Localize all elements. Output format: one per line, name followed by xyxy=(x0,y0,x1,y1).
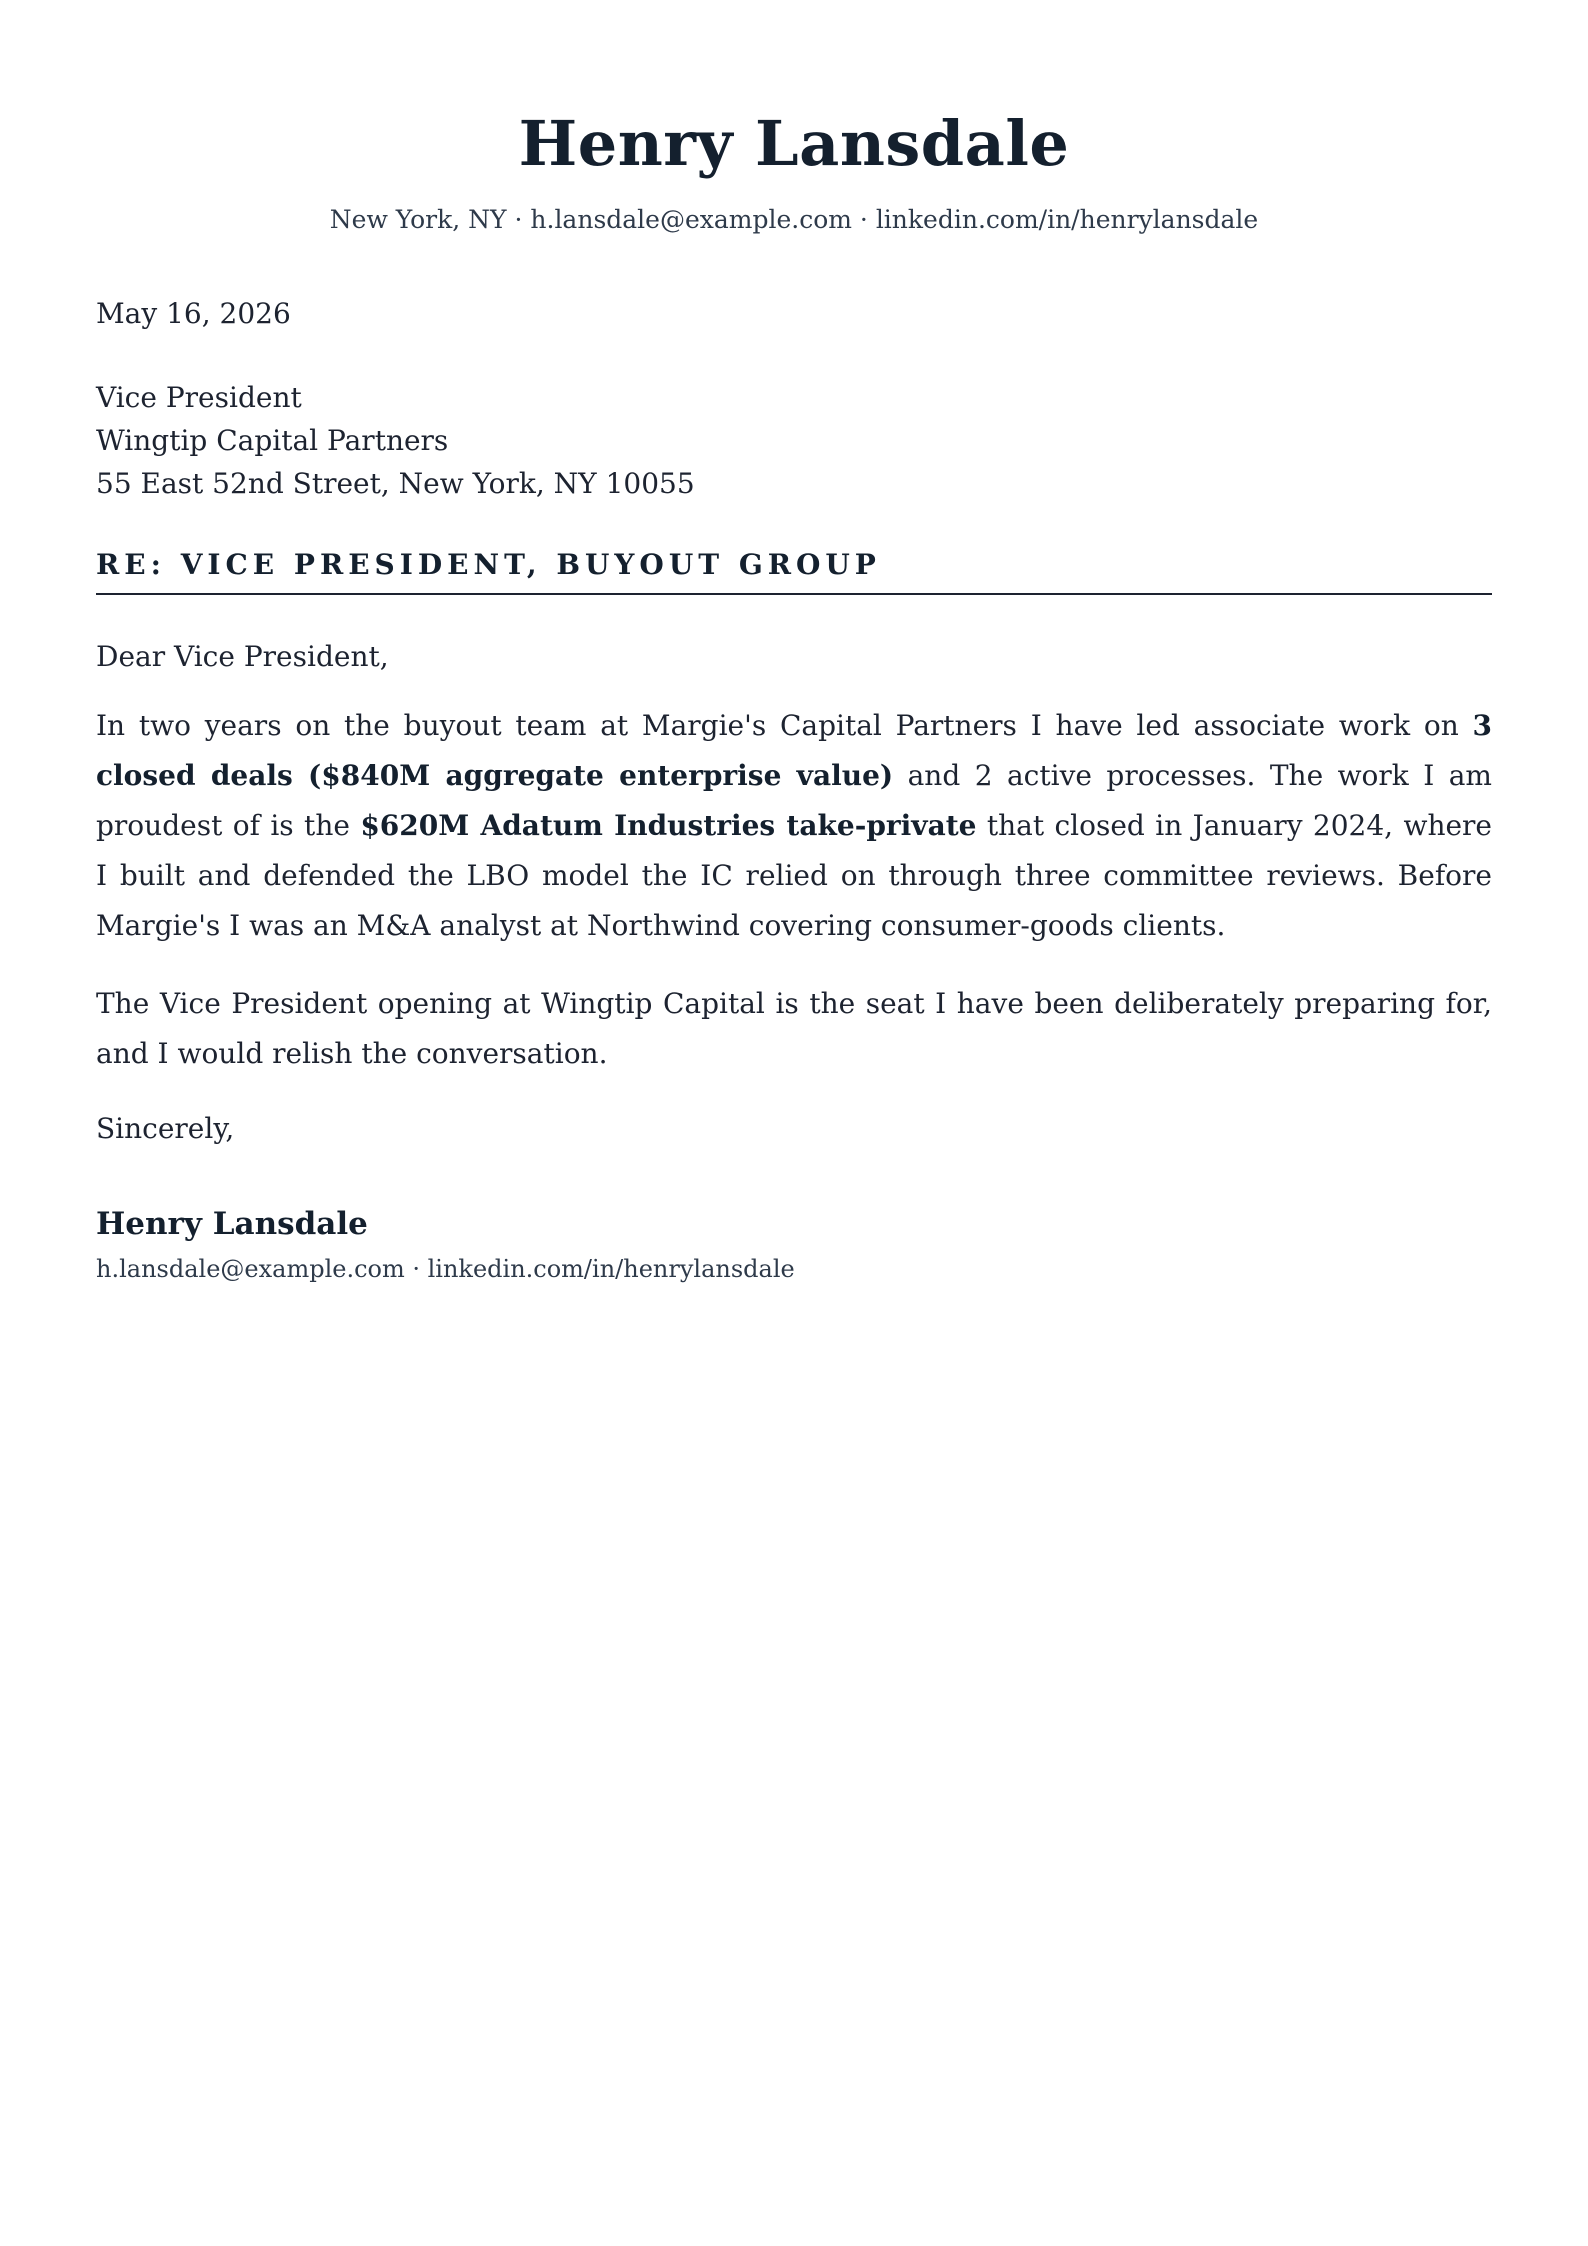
body-paragraph-1 xyxy=(96,701,1492,951)
body-text: and 2 active processes. The work I am proudest of is the xyxy=(96,759,1492,842)
highlight-closed-deals: 3 closed deals ($840M aggregate enterprise value) xyxy=(96,709,1492,792)
body-paragraph-2: The Vice President opening at Wingtip Capital is the seat I have been deliberately preparing for, and I would relish the conversation. xyxy=(96,987,1492,1070)
sender-name: Henry Lansdale xyxy=(518,107,1070,180)
closing: Sincerely, xyxy=(96,1112,235,1145)
sender-contact-line: New York, NY · h.lansdale@example.com · linkedin.com/in/henrylansdale xyxy=(329,205,1259,234)
signature-contact-line: h.lansdale@example.com · linkedin.com/in/henrylansdale xyxy=(96,1255,795,1283)
body-text: In two years on the buyout team at Margie's Capital Partners I have led associate work on xyxy=(96,709,1473,742)
salutation: Dear Vice President, xyxy=(96,640,389,673)
letter-date: May 16, 2026 xyxy=(96,297,291,330)
subject-line: RE: VICE PRESIDENT, BUYOUT GROUP xyxy=(96,547,1492,595)
signature-name: Henry Lansdale xyxy=(96,1206,368,1242)
highlight-take-private: $620M Adatum Industries take-private xyxy=(360,809,977,842)
body-text: that closed in January 2024, where I built and defended the LBO model the IC relied on through three committee reviews. Before Margie's I was an M&A analyst at Northwind covering consumer-goods clients. xyxy=(96,809,1492,942)
recipient-title: Vice President xyxy=(96,381,302,414)
recipient-company: Wingtip Capital Partners xyxy=(96,424,449,457)
recipient-block xyxy=(96,376,1492,505)
recipient-address: 55 East 52nd Street, New York, NY 10055 xyxy=(96,467,695,500)
